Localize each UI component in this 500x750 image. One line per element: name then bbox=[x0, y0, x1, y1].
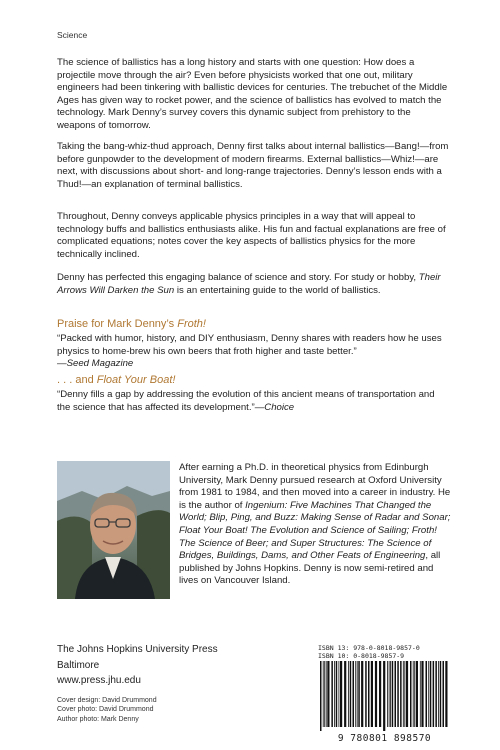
bio-text-end: , all published by Johns Hopkins. Denny is now semi-retired and lives on Vancouver Island. bbox=[179, 550, 441, 587]
publisher-url: www.press.jhu.edu bbox=[57, 675, 141, 686]
praise-quote-froth bbox=[57, 333, 449, 371]
isbn-block bbox=[318, 645, 420, 660]
publisher-city: Baltimore bbox=[57, 659, 100, 671]
author-portrait-illustration bbox=[57, 461, 170, 599]
credit-cover-photo: Cover photo: David Drummond bbox=[57, 706, 154, 714]
publisher-name: The Johns Hopkins University Press bbox=[57, 644, 218, 655]
praise-heading-froth bbox=[57, 318, 206, 330]
author-photo bbox=[57, 461, 170, 599]
p4-post: is an entertaining guide to the world of ballistics. bbox=[174, 284, 381, 296]
description-paragraph-4 bbox=[57, 272, 449, 297]
barcode-number: 9 780801 898570 bbox=[337, 733, 432, 744]
praise-quote-float bbox=[57, 389, 449, 414]
description-paragraph-1: The science of ballistics has a long history and starts with one question: How does a projectile move through the air? Even before physicists worked that one out, military engineers had been tinkering with ballistic devices for centuries. The trebuchet of the Middle Ages has given way to rocket power, and the science of ballistics has evolved to match the technology. Mark Denny’s survey covers this dynamic subject from prehistory to the weapons of tomorrow. bbox=[57, 57, 448, 131]
credit-author-photo: Author photo: Mark Denny bbox=[57, 715, 139, 723]
p4-pre: Denny has perfected this engaging balance of science and story. For study or hobby, bbox=[57, 272, 419, 283]
quote-text: “Packed with humor, history, and DIY enthusiasm, Denny shares with readers how he uses physics to home-brew his own beers that froth higher and taste better.” bbox=[57, 333, 442, 357]
praise-heading-text: . . . and bbox=[57, 374, 97, 386]
author-bio bbox=[179, 462, 451, 588]
isbn-13: ISBN 13: 978-0-8018-9857-0 bbox=[318, 644, 420, 652]
praise-heading-float bbox=[57, 374, 175, 386]
quote-source: —Choice bbox=[254, 401, 295, 413]
praise-heading-text: Praise for Mark Denny’s bbox=[57, 318, 178, 330]
description-paragraph-2: Taking the bang-whiz-thud approach, Denny first talks about internal ballistics—Bang!—from before gunpowder to the development of modern firearms. External ballistics—Whiz!—are next, with discussions about short- and long-range trajectories. Denny’s lesson ends with a Thud!—an explanation of terminal ballistics. bbox=[57, 141, 449, 190]
bio-text: After earning a Ph.D. in theoretical physics from Edinburgh University, Mark Denny pursued research at Oxford University from 1981 to 1984, and then moved into a career in industry. He is the author of bbox=[179, 462, 451, 511]
praise-heading-title: Float Your Boat! bbox=[96, 374, 176, 386]
description-paragraph-3: Throughout, Denny conveys applicable physics principles in a way that will appeal to technology buffs and ballistics enthusiasts alike. His fun and factual explanations are free of complicated equations; notes cover the key aspects of ballistics physics for the more technically inclined. bbox=[57, 211, 446, 260]
bio-book-list: Ingenium: Five Machines That Changed the World; Blip, Ping, and Buzz: Making Sense of Radar and Sonar; Float Your Boat! The Evolution and Science of Sailing; Froth! The Science of Beer; and Super Structures: The Science of Bridges, Buildings, Dams, and Other Feats of Engineering bbox=[179, 499, 451, 562]
barcode bbox=[318, 661, 451, 731]
credit-design: Cover design: David Drummond bbox=[57, 697, 157, 704]
category-label: Science bbox=[57, 30, 88, 40]
quote-text: “Denny fills a gap by addressing the evolution of this ancient means of transportation and the science that has affected its development.” bbox=[57, 389, 435, 413]
cover-credits bbox=[57, 696, 157, 724]
book-title: Their Arrows Will Darken the Sun bbox=[57, 272, 441, 296]
isbn-10: ISBN 10: 0-8018-9857-9 bbox=[318, 651, 405, 660]
praise-heading-title: Froth! bbox=[177, 318, 206, 330]
quote-source: —Seed Magazine bbox=[57, 358, 134, 370]
publisher-block bbox=[57, 642, 218, 689]
